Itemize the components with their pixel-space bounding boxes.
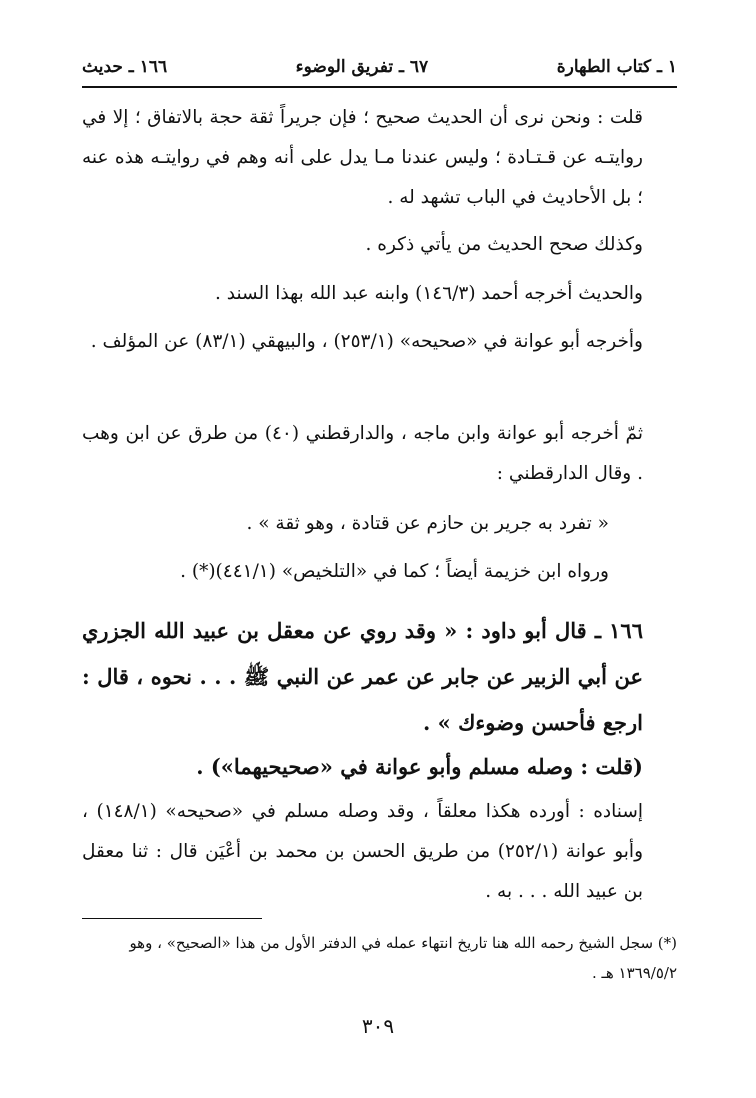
paragraph-7 [82,552,677,592]
page-number: ٣٠٩ [361,1014,395,1038]
hadith-note: (قلت : وصله مسلم وأبو عوانة في «صحيحيهما») . [196,754,643,779]
paragraph-6 [82,504,677,544]
hadith-text: ١٦٦ ـ قال أبو داود : « وقد روي عن معقل بن عبيد الله الجزري عن أبي الزبير عن جابر عن عمر عن النبي ﷺ . . . نحوه ، قال : ارجع فأحسن وضوءك » . [82,618,643,735]
commentary-paragraph: والحديث أخرجه أحمد (١٤٦/٣) وابنه عبد الله بهذا السند . [214,283,643,304]
commentary-paragraph: وأخرجه أبو عوانة في «صحيحه» (٢٥٣/١) ، والبيهقي (٨٣/١) عن المؤلف . [90,331,643,352]
header-book-title: ١ ـ كتاب الطهارة [556,57,677,77]
commentary-paragraph: ورواه ابن خزيمة أيضاً ؛ كما في «التلخيص» (٤٤١/١)(*) . [180,561,609,582]
isnad-paragraph [82,792,677,912]
paragraph-1 [82,98,677,218]
paragraph-4 [82,322,677,362]
footnote: (*) سجل الشيخ رحمه الله هنا تاريخ انتهاء عمله في الدفتر الأول من هذا «الصحيح» ، وهو ١٣٦٩/٥/٢ هـ . [129,934,677,982]
commentary-paragraph: وكذلك صحح الحديث من يأتي ذكره . [365,234,643,255]
running-header [82,52,677,82]
quotation-paragraph: « تفرد به جرير بن حازم عن قتادة ، وهو ثقة » . [246,513,609,534]
header-hadith-number: ١٦٦ ـ حديث [82,57,168,77]
paragraph-2 [82,225,677,265]
header-divider [82,86,677,88]
commentary-paragraph: ثمّ أخرجه أبو عوانة وابن ماجه ، والدارقطني (٤٠) من طرق عن ابن وهب . وقال الدارقطني : [82,423,643,484]
commentary-paragraph: قلت : ونحن نرى أن الحديث صحيح ؛ فإن جريراً ثقة حجة بالاتفاق ؛ إلا في روايتـه عن قـتـادة ؛ وليس عندنا مـا يدل على أنه وهم في روايتـه هذه عنه ؛ بل الأحاديث في الباب تشهد له . [82,107,643,208]
paragraph-5 [82,414,677,494]
isnad-text: إسناده : أورده هكذا معلقاً ، وقد وصله مسلم في «صحيحه» (١٤٨/١) ، وأبو عوانة (٢٥٢/١) من طريق الحسن بن محمد بن أعْيَن قال : ثنا معقل بن عبيد الله . . . به . [82,801,643,902]
footnote-divider [82,918,262,919]
paragraph-3 [82,274,677,314]
header-chapter-title: ٦٧ ـ تفريق الوضوء [295,57,429,77]
